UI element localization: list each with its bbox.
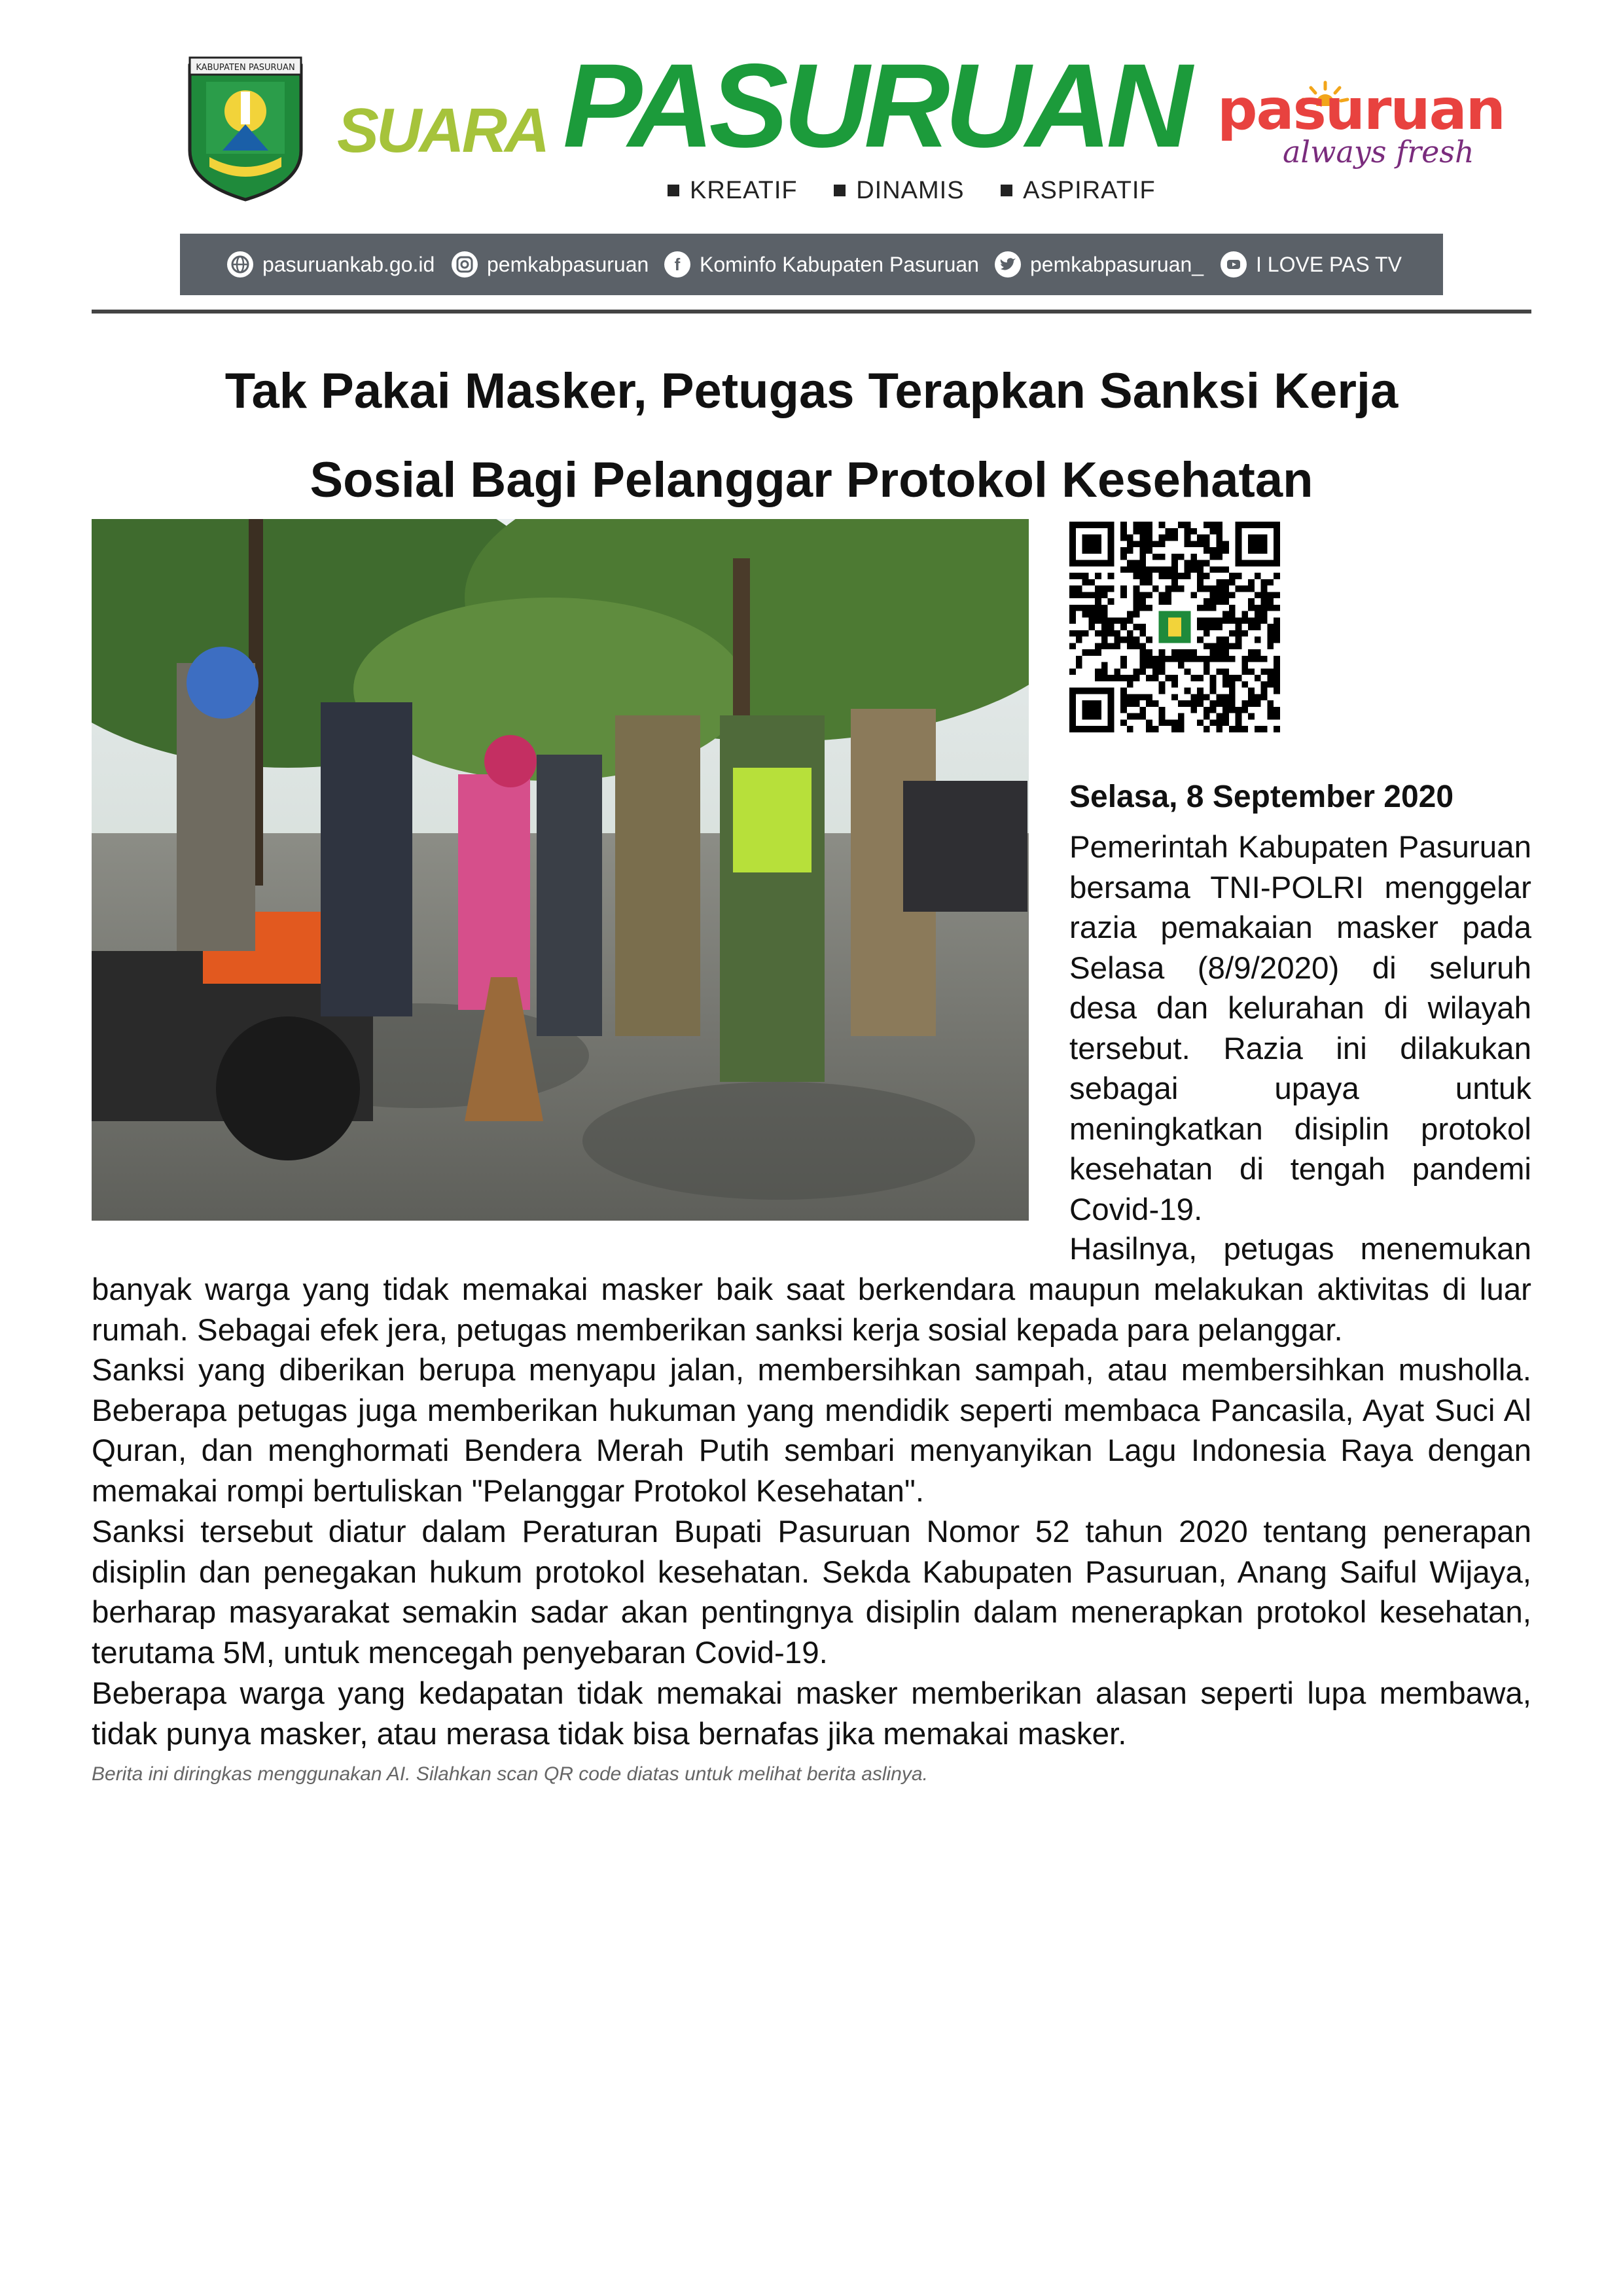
brand-slogan: always fresh [1283,134,1474,170]
social-label: pasuruankab.go.id [262,252,435,276]
article-paragraph: Sanksi yang diberikan berupa menyapu jalan, membersihkan sampah, atau membersihkan musholla. Beberapa petugas juga memberikan hukuman yang mendidik seperti membaca Pancasila, Ayat Suci Al Quran, dan menghormati Bendera Merah Putih sembari menyanyikan Lagu Indonesia Raya dengan memakai rompi bertuliskan "Pelanggar Protokol Kesehatan". [92,1353,1531,1509]
brand-logo-text: pasuruan [1217,77,1505,143]
social-label: Kominfo Kabupaten Pasuruan [700,252,979,276]
article-paragraph: Sanksi tersebut diatur dalam Peraturan Bupati Pasuruan Nomor 52 tahun 2020 tentang penerapan disiplin dan penegakan hukum protokol kesehatan. Sekda Kabupaten Pasuruan, Anang Saiful Wijaya, berharap masyarakat semakin sadar akan pentingnya disiplin dalam menerapkan protokol kesehatan, terutama 5M, untuk mencegah penyebaran Covid-19. [92,1515,1531,1670]
article-paragraph: Pemerintah Kabupaten Pasuruan bersama TNI-POLRI menggelar razia pemakaian masker pada Selasa (8/9/2020) di seluruh desa dan kelurahan di wilayah tersebut. Razia ini dilakukan sebagai upaya untuk meningkatkan disiplin protokol kesehatan di tengah pandemi Covid-19. [1069,830,1531,1227]
social-link-twitter[interactable] [995,234,1204,295]
article-date: Selasa, 8 September 2020 [1069,780,1454,814]
article-photo [92,519,1029,1221]
social-label: pemkabpasuruan_ [1030,252,1204,276]
instagram-icon [452,251,478,278]
tagline-item: ASPIRATIF [1023,177,1156,204]
social-link-website[interactable] [227,234,435,295]
tagline [668,177,1182,205]
social-link-instagram[interactable] [452,234,649,295]
article-title-line: Tak Pakai Masker, Petugas Terapkan Sanksi Kerja [224,363,1399,419]
tagline-item: DINAMIS [856,177,965,204]
social-link-youtube[interactable] [1221,234,1402,295]
logo-suara: SUARA [337,96,548,166]
facebook-icon: f [664,251,690,278]
article-paragraph: Beberapa warga yang kedapatan tidak memakai masker memberikan alasan seperti lupa membawa, tidak punya masker, atau merasa tidak bisa bernafas jika memakai masker. [92,1676,1531,1751]
social-links-bar [180,234,1443,295]
twitter-icon [995,251,1021,278]
brand-logo-pasuruan [1217,77,1505,143]
header-divider [92,310,1531,314]
article-paragraph-start: Hasilnya, petugas menemukan [1069,1232,1531,1266]
social-label: I LOVE PAS TV [1256,252,1402,276]
globe-icon [227,251,253,278]
youtube-icon [1221,251,1247,278]
article-paragraph: banyak warga yang tidak memakai masker baik saat berkendara maupun melakukan aktivitas di luar rumah. Sebagai efek jera, petugas memberikan sanksi kerja sosial kepada para pelanggar. [92,1272,1531,1348]
logo-pasuruan: PASURUAN [563,39,1187,172]
ai-summary-footnote: Berita ini diringkas menggunakan AI. Silahkan scan QR code diatas untuk melihat berita aslinya. [92,1763,928,1785]
tagline-item: KREATIF [690,177,798,204]
social-link-facebook[interactable] [664,234,979,295]
svg-text:KABUPATEN PASURUAN: KABUPATEN PASURUAN [196,63,295,73]
qr-code[interactable] [1069,522,1280,732]
social-label: pemkabpasuruan [487,252,649,276]
article-title-line: Sosial Bagi Pelanggar Protokol Kesehatan [310,452,1313,508]
article-title [92,347,1531,525]
regency-crest-logo [183,52,308,203]
